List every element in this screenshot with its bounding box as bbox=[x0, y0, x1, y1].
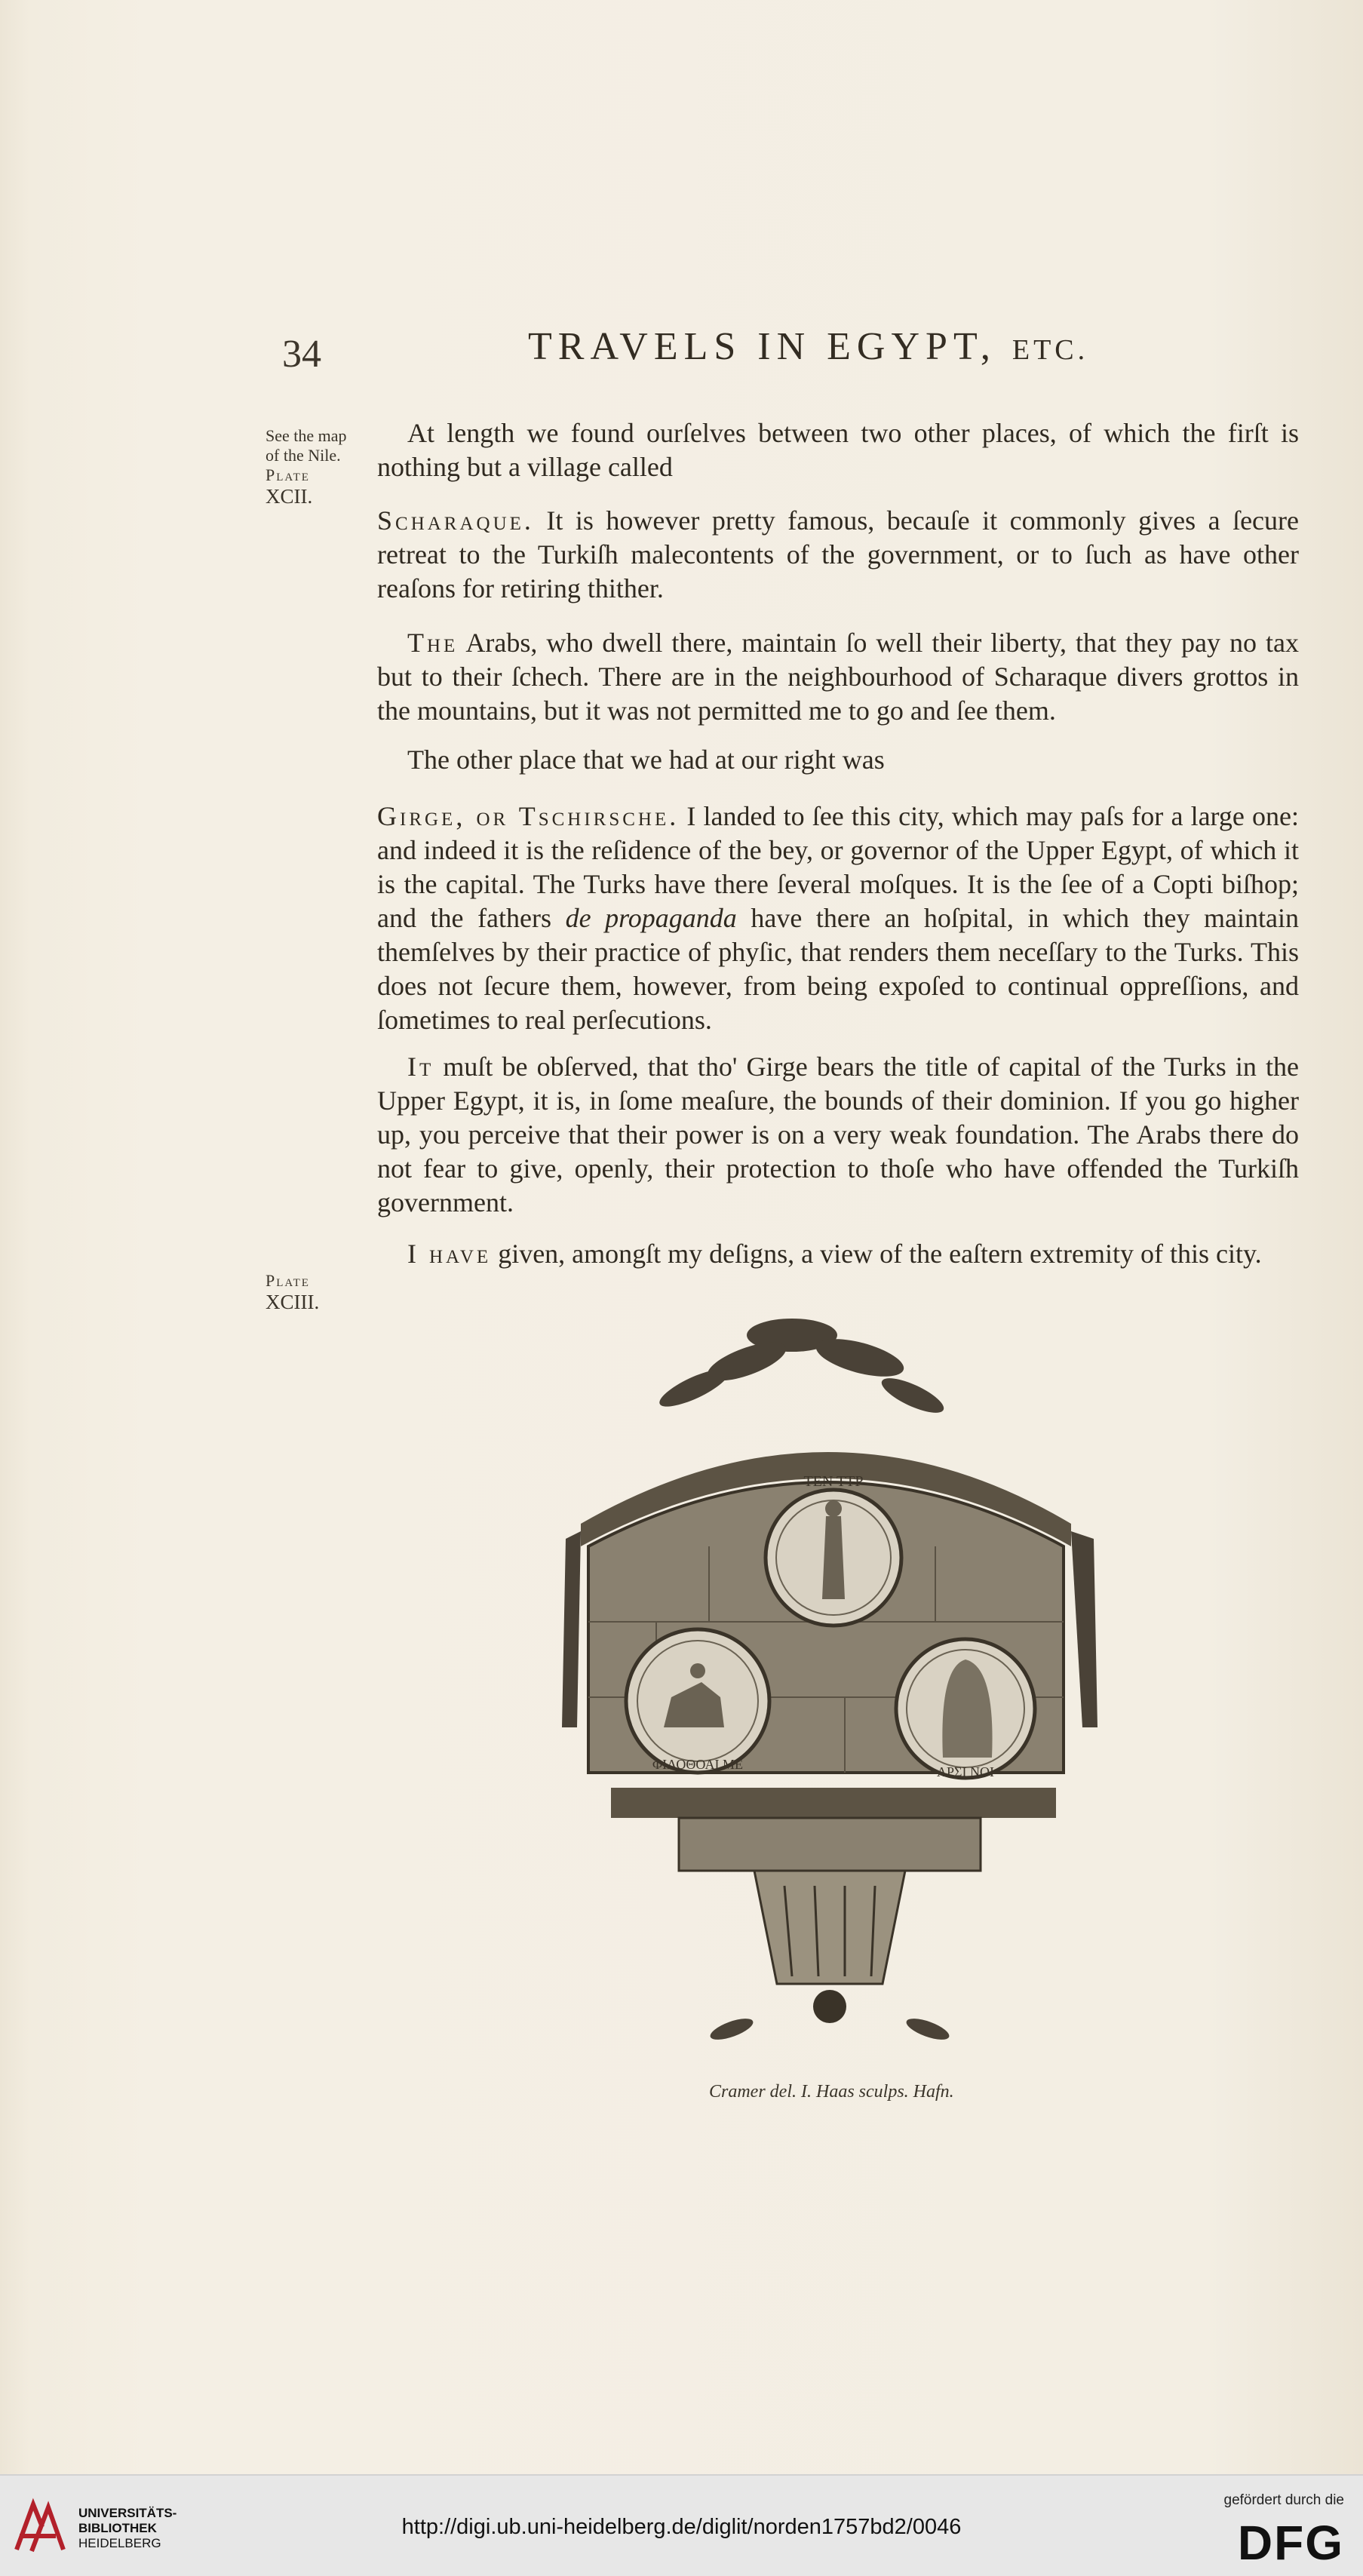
pendant-ornament bbox=[813, 1990, 846, 2023]
running-title-text: TRAVELS IN EGYPT, bbox=[528, 325, 996, 368]
paragraph-2 bbox=[377, 504, 1299, 606]
coin-right-legend: ΑΡΣΙ ΝΟΙ bbox=[937, 1764, 994, 1779]
permalink-url[interactable]: http://digi.ub.uni-heidelberg.de/diglit/norden1757bd2/0046 bbox=[401, 2515, 962, 2539]
paragraph-lead: I have bbox=[407, 1239, 492, 1269]
paragraph-7 bbox=[377, 1237, 1299, 1271]
left-garland bbox=[562, 1531, 581, 1727]
paragraph-lead: Scharaque. bbox=[377, 505, 534, 536]
capital bbox=[754, 1871, 905, 1984]
coin-left bbox=[626, 1629, 769, 1773]
right-garland bbox=[1071, 1531, 1097, 1727]
paragraph-5 bbox=[377, 800, 1299, 1037]
paragraph-text: It is however pretty famous, becauſe it commonly gives a ſecure retreat to the Turkiſh malecontents of the government, or to ſuch as have other reaſons for retiring thither. bbox=[377, 505, 1299, 603]
paragraph-6 bbox=[377, 1050, 1299, 1220]
coin-right bbox=[896, 1639, 1035, 1779]
margin-note-line: of the Nile. bbox=[266, 446, 341, 465]
running-title bbox=[528, 324, 1088, 369]
engraving-coins-plate bbox=[543, 1305, 1147, 2157]
paragraph-lead: Girge, or Tschirsche. bbox=[377, 801, 680, 831]
margin-note-line: Plate bbox=[266, 1271, 310, 1290]
library-name-line: BIBLIOTHEK bbox=[78, 2521, 157, 2535]
margin-note-line: XCII. bbox=[266, 485, 313, 508]
paragraph-3 bbox=[377, 626, 1299, 728]
library-name-line: HEIDELBERG bbox=[78, 2536, 161, 2550]
margin-note-plate-92 bbox=[266, 426, 347, 508]
paragraph-lead: It bbox=[407, 1052, 434, 1082]
paragraph-4: The other place that we had at our right was bbox=[407, 745, 885, 775]
coin-top-legend: TEN TTP bbox=[803, 1473, 864, 1490]
footer-bar bbox=[0, 2474, 1363, 2576]
margin-note-line: See the map bbox=[266, 426, 347, 445]
foliage-icon bbox=[655, 1319, 948, 1420]
paragraph-italic: de propaganda bbox=[565, 903, 737, 933]
paragraph-text: I landed to ſee this city, which may paſs for a large one: and indeed it is the reſidence of the bey, or governor of the Upper Egypt, of which it is the capital. The Turks have there ſeveral moſques. It is the ſee of a Copti biſhop; and the fathers bbox=[377, 801, 1300, 933]
paragraph-text: given, amongſt my deſigns, a view of the eaſtern extremity of this city. bbox=[491, 1239, 1262, 1269]
margin-note-line: Plate bbox=[266, 465, 310, 484]
engraving-credit: Cramer del. I. Haas sculps. Hafn. bbox=[709, 2082, 954, 2102]
dfg-logo-icon: DFG bbox=[1237, 2516, 1344, 2570]
paragraph-1: At length we found ourſelves between two other places, of which the firſt is nothing but a village called bbox=[377, 418, 1299, 482]
funding-note: gefördert durch die bbox=[1223, 2492, 1344, 2508]
frieze bbox=[679, 1818, 981, 1871]
page-number: 34 bbox=[282, 333, 321, 376]
paragraph-text: Arabs, who dwell there, maintain ſo well their liberty, that they pay no tax but to their ſchech. There are in the neighbourhood of Scharaque divers grottos in the mountains, but it was not permitted me to go and ſee them. bbox=[377, 628, 1299, 726]
cornice bbox=[611, 1788, 1056, 1818]
library-name-line: UNIVERSITÄTS- bbox=[78, 2506, 177, 2520]
margin-note-plate-93 bbox=[266, 1271, 319, 1313]
running-title-suffix: ETC. bbox=[1012, 334, 1089, 366]
paragraph-lead: The bbox=[407, 628, 459, 658]
margin-note-line: XCIII. bbox=[266, 1291, 320, 1313]
paragraph-text: muſt be obſerved, that tho' Girge bears the title of capital of the Turks in the Upper Egypt, it is, in ſome meaſure, the bounds of their dominion. If you go higher up, you perceive that their power is on a very weak foundation. The Arabs there do not fear to give, openly, their protection to thoſe who have offended the Turkiſh government. bbox=[377, 1052, 1299, 1217]
paragraph-text: have there an hoſpital, in which they maintain themſelves by their practice of phyſic, that renders them neceſſary to the Turks. This does not ſecure them, however, from being expoſed to continual oppreſſions, and ſometimes to real perſecutions. bbox=[377, 903, 1300, 1035]
coin-left-legend: ΦΙΛΟΘΟΑΙ ΜΕ bbox=[652, 1757, 744, 1772]
